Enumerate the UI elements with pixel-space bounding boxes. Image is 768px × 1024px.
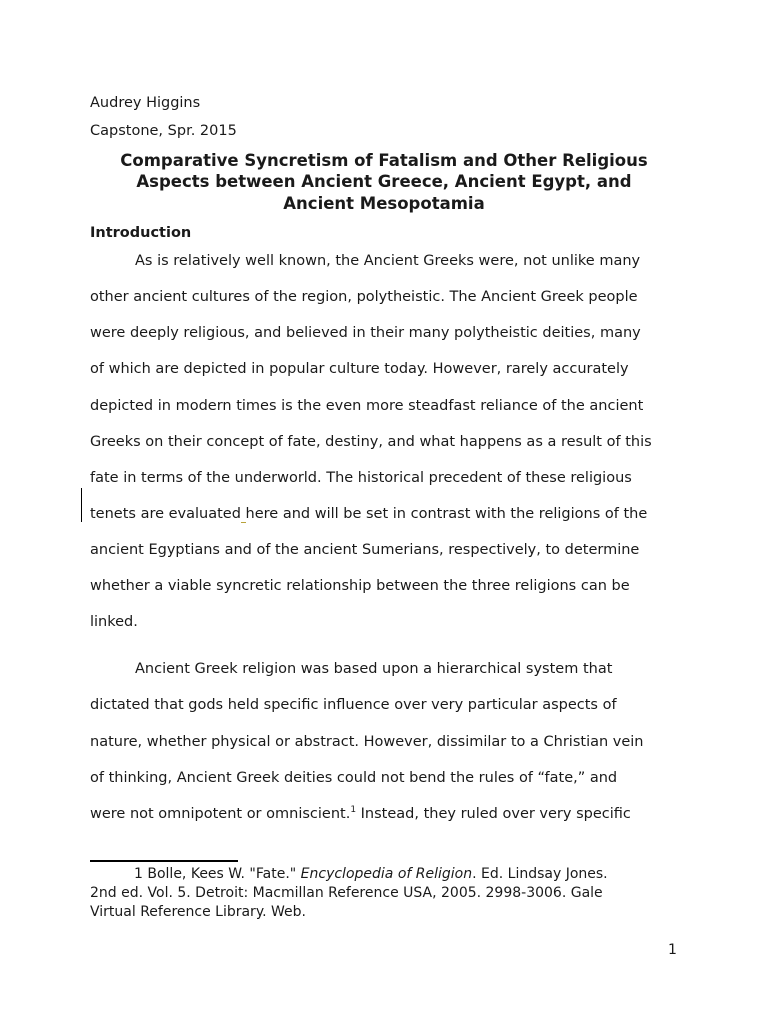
footnote-line: Virtual Reference Library. Web.: [90, 904, 306, 920]
footnote-number: 1: [134, 866, 143, 882]
title-line-2: Aspects between Ancient Greece, Ancient Egypt, and: [136, 172, 632, 191]
footnote-line: 2nd ed. Vol. 5. Detroit: Macmillan Reference USA, 2005. 2998-3006. Gale: [90, 885, 603, 901]
paragraph-1-line: depicted in modern times is the even more steadfast reliance of the ancient: [90, 398, 644, 414]
paragraph-1-line: As is relatively well known, the Ancient Greeks were, not unlike many: [135, 253, 641, 269]
footnote-reference[interactable]: 1: [350, 805, 357, 815]
paragraph-2-line: dictated that gods held specific influence over very particular aspects of: [90, 697, 617, 713]
footnote-text: Bolle, Kees W. "Fate.": [142, 866, 301, 882]
paragraph-2-line: nature, whether physical or abstract. However, dissimilar to a Christian vein: [90, 734, 644, 750]
page-number: 1: [668, 942, 677, 958]
footnote-work-title: Encyclopedia of Religion: [300, 866, 473, 882]
footnote-text: . Ed. Lindsay Jones.: [472, 866, 608, 882]
section-heading: Introduction: [90, 225, 192, 241]
course-info: Capstone, Spr. 2015: [90, 123, 237, 139]
paragraph-1-line: whether a viable syncretic relationship between the three religions can be: [90, 578, 630, 594]
title-line-1: Comparative Syncretism of Fatalism and Other Religious: [120, 151, 648, 170]
paragraph-1-line: other ancient cultures of the region, polytheistic. The Ancient Greek people: [90, 289, 638, 305]
paragraph-2-line: [90, 805, 631, 823]
paragraph-2-line: Ancient Greek religion was based upon a hierarchical system that: [135, 661, 613, 677]
footnote-line: [134, 865, 608, 884]
text-segment: Instead, they ruled over very specific: [356, 806, 631, 822]
paragraph-1-line: were deeply religious, and believed in their many polytheistic deities, many: [90, 325, 641, 341]
paragraph-1-line: ancient Egyptians and of the ancient Sumerians, respectively, to determine: [90, 542, 640, 558]
paragraph-1-line: fate in terms of the underworld. The historical precedent of these religious: [90, 470, 632, 486]
author-name: Audrey Higgins: [90, 95, 201, 111]
paragraph-1-line: linked.: [90, 614, 138, 630]
paragraph-1-line: [90, 505, 647, 523]
title-line-3: Ancient Mesopotamia: [283, 194, 485, 213]
paragraph-2-line: of thinking, Ancient Greek deities could not bend the rules of “fate,” and: [90, 770, 618, 786]
text-segment: were not omnipotent or omniscient.: [90, 806, 351, 822]
paragraph-1-line: of which are depicted in popular culture today. However, rarely accurately: [90, 361, 629, 377]
text-segment: here and will be set in contrast with the religions of the: [245, 506, 648, 522]
text-cursor: [81, 488, 82, 522]
paragraph-1-line: Greeks on their concept of fate, destiny, and what happens as a result of this: [90, 434, 652, 450]
text-segment: tenets are evaluated: [90, 506, 241, 522]
footnote-separator: [90, 860, 238, 862]
